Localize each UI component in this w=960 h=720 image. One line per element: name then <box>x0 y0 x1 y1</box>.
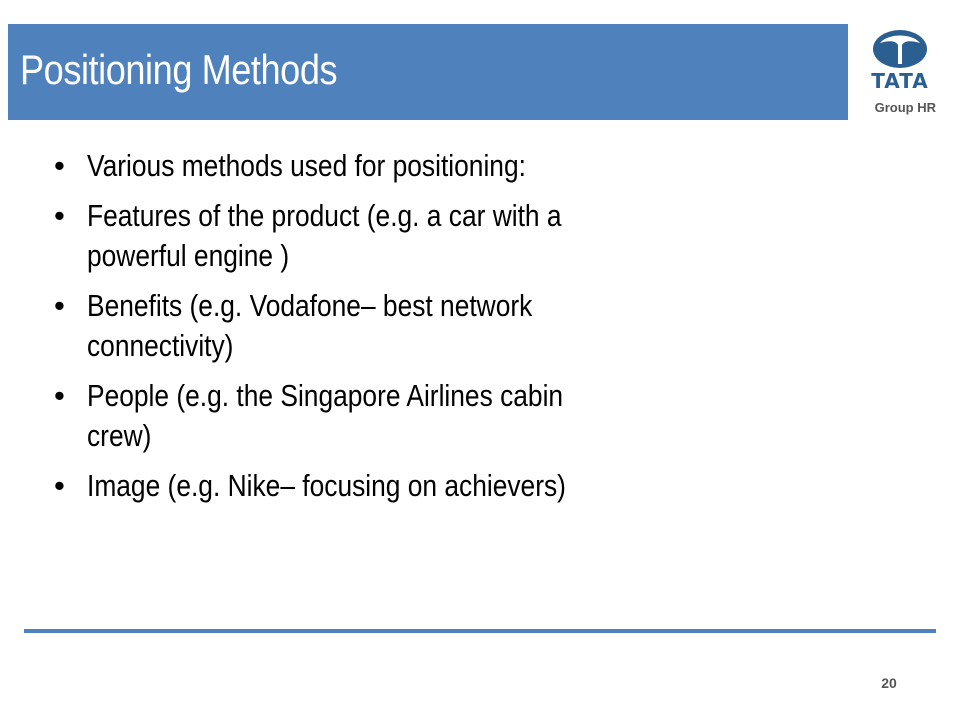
logo-subtitle: Group HR <box>874 100 936 115</box>
bullet-text: Image (e.g. Nike– focusing on achievers) <box>87 468 566 503</box>
bullet-item <box>50 466 650 506</box>
bullet-marker: • <box>54 378 65 413</box>
slide-title: Positioning Methods <box>20 46 338 93</box>
bullet-text: Benefits (e.g. Vodafone– best network connectivity) <box>87 288 533 363</box>
bullet-marker: • <box>54 198 65 233</box>
bullet-marker: • <box>54 468 65 503</box>
tata-logo <box>860 28 940 120</box>
bullet-text: Various methods used for positioning: <box>87 148 526 183</box>
footer-divider <box>24 629 936 633</box>
bullet-list <box>50 146 650 516</box>
bullet-text: Features of the product (e.g. a car with a powerful engine ) <box>87 198 562 273</box>
page-number: 20 <box>881 675 897 691</box>
title-bar <box>8 24 848 120</box>
tata-wordmark: TATA <box>871 69 929 93</box>
bullet-item <box>50 286 650 366</box>
bullet-item <box>50 196 650 276</box>
bullet-marker: • <box>54 288 65 323</box>
bullet-item <box>50 376 650 456</box>
bullet-item <box>50 146 650 186</box>
bullet-text: People (e.g. the Singapore Airlines cabin crew) <box>87 378 564 453</box>
tata-emblem-icon <box>871 28 929 70</box>
bullet-marker: • <box>54 148 65 183</box>
